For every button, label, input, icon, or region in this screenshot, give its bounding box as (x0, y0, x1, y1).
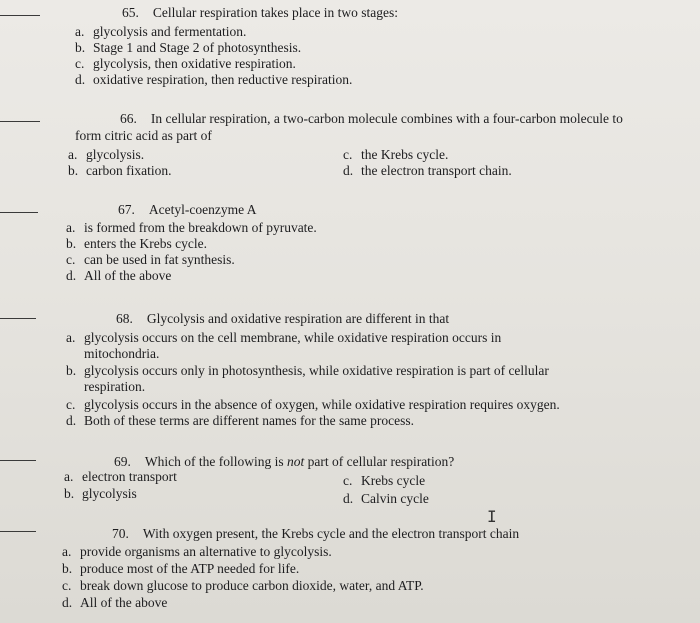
question-number: 66. (120, 111, 137, 126)
answer-blank-69 (0, 460, 36, 461)
question-stem (118, 202, 256, 218)
option-b: b. glycolysis occurs only in photosynthesis, while oxidative respiration is part of cellular respiration. (66, 363, 549, 394)
question-text: Cellular respiration takes place in two stages: (152, 5, 399, 20)
option-c: c. can be used in fat synthesis. (66, 252, 235, 267)
question-text: Which of the following is not part of cellular respiration? (144, 454, 455, 469)
option-d: d. Both of these terms are different names for the same process. (66, 413, 415, 428)
option-b: b. enters the Krebs cycle. (66, 236, 207, 251)
option-b: b. glycolysis (64, 486, 137, 501)
option-a: a. glycolysis. (68, 147, 145, 162)
question-number: 70. (112, 526, 129, 541)
question-number: 65. (122, 5, 139, 20)
answer-blank-65 (0, 15, 40, 16)
question-text: With oxygen present, the Krebs cycle and the electron transport chain (142, 526, 520, 541)
question-number: 67. (118, 202, 135, 217)
option-b: b. Stage 1 and Stage 2 of photosynthesis. (75, 40, 302, 55)
option-a: a. is formed from the breakdown of pyruvate. (66, 220, 317, 235)
answer-blank-67 (0, 212, 38, 213)
question-number: 68. (116, 311, 133, 326)
option-c: c. the Krebs cycle. (343, 147, 449, 162)
option-d: d. All of the above (62, 595, 168, 610)
answer-blank-70 (0, 531, 36, 532)
question-text: Acetyl-coenzyme A (148, 202, 257, 217)
option-c: c. break down glucose to produce carbon dioxide, water, and ATP. (62, 578, 424, 593)
option-a: a. glycolysis and fermentation. (75, 24, 247, 39)
question-stem (112, 526, 519, 542)
option-b: b. produce most of the ATP needed for life. (62, 561, 300, 576)
text-cursor-icon: I (487, 507, 497, 526)
emphasis-not: not (286, 454, 305, 469)
option-a: a. provide organisms an alternative to glycolysis. (62, 544, 332, 559)
option-c: c. glycolysis, then oxidative respiration. (75, 56, 296, 71)
option-a: a. glycolysis occurs on the cell membrane, while oxidative respiration occurs in mitochondria. (66, 330, 502, 361)
question-stem (114, 454, 454, 470)
question-stem (120, 111, 623, 127)
question-number: 69. (114, 454, 131, 469)
option-b: b. carbon fixation. (68, 163, 172, 178)
option-c: c. Krebs cycle (343, 473, 426, 488)
question-text-continued: form citric acid as part of (75, 128, 212, 143)
question-stem (116, 311, 449, 327)
option-d: d. All of the above (66, 268, 172, 283)
question-text: In cellular respiration, a two-carbon molecule combines with a four-carbon molecule to (150, 111, 623, 126)
question-text: Glycolysis and oxidative respiration are different in that (146, 311, 450, 326)
question-stem (122, 5, 398, 21)
option-d: d. the electron transport chain. (343, 163, 512, 178)
answer-blank-68 (0, 318, 36, 319)
option-a: a. electron transport (64, 469, 177, 484)
answer-blank-66 (0, 121, 40, 122)
option-d: d. oxidative respiration, then reductive respiration. (75, 72, 353, 87)
option-d: d. Calvin cycle (343, 491, 429, 506)
option-c: c. glycolysis occurs in the absence of oxygen, while oxidative respiration requires oxygen. (66, 397, 560, 412)
